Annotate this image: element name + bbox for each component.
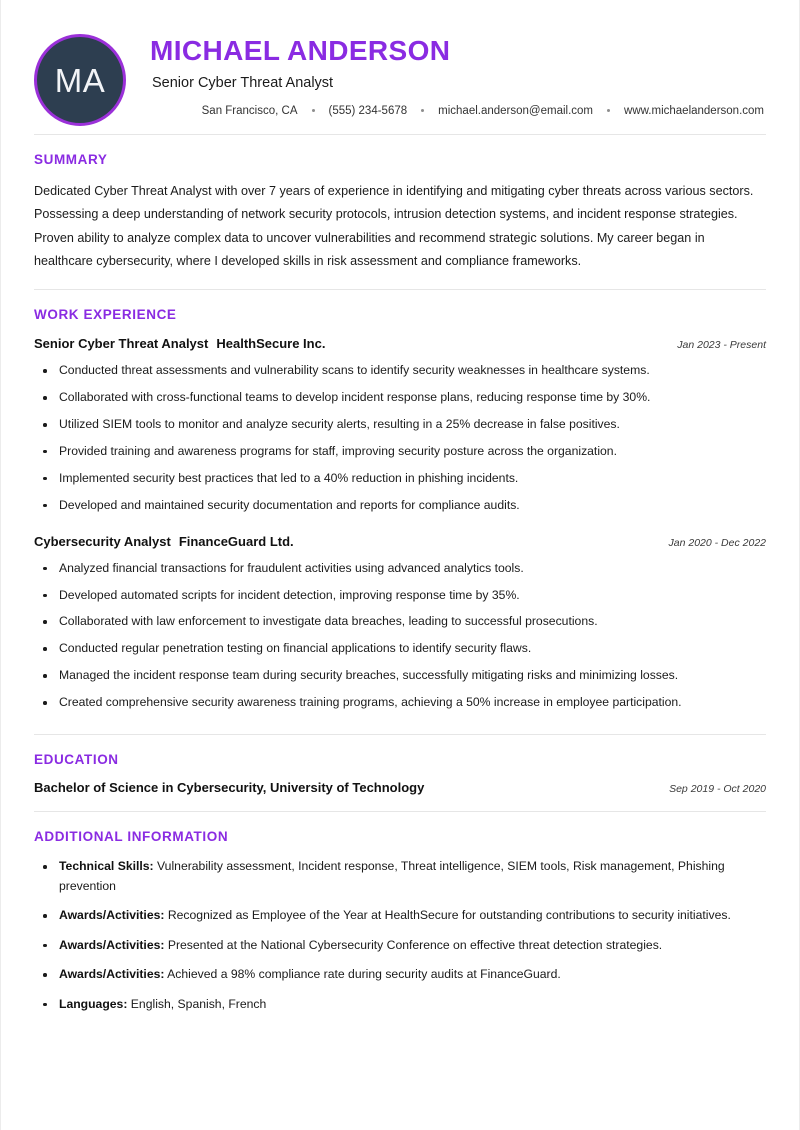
resume-header [34,0,766,134]
info-label: Awards/Activities: [59,967,165,982]
list-item: Implemented security best practices that led to a 40% reduction in phishing incidents. [34,469,766,488]
page-title: MICHAEL ANDERSON [150,35,451,66]
info-value: Achieved a 98% compliance rate during security audits at FinanceGuard. [167,967,561,982]
section-additional-information [34,812,766,1030]
list-item: Collaborated with law enforcement to investigate data breaches, leading to successful prosecutions. [34,612,766,631]
list-item: Created comprehensive security awareness training programs, achieving a 50% increase in employee participation. [34,693,766,712]
section-title-work-experience: WORK EXPERIENCE [34,307,177,323]
separator-dot-icon [312,109,315,112]
job-dates: Jan 2020 - Dec 2022 [668,536,766,549]
section-education [34,735,766,811]
info-value: Presented at the National Cybersecurity Conference on effective threat detection strategies. [167,937,663,952]
job-title-company [34,335,325,353]
list-item: Provided training and awareness programs for staff, improving security posture across the organization. [34,442,766,461]
section-title-education: EDUCATION [34,752,119,768]
work-experience-entry [34,335,766,514]
section-title-summary: SUMMARY [34,152,108,167]
info-label: Awards/Activities: [59,908,165,923]
list-item [34,857,766,896]
list-item: Conducted threat assessments and vulnerability scans to identify security weaknesses in healthcare systems. [34,361,766,380]
list-item [34,965,766,985]
headline-job-title: Senior Cyber Threat Analyst [152,74,334,91]
education-entry [34,780,766,795]
section-summary [34,135,766,289]
job-company: HealthSecure Inc. [216,336,326,352]
job-title-company [34,533,294,551]
contact-location: San Francisco, CA [201,104,298,117]
work-experience-entry [34,533,766,712]
list-item: Conducted regular penetration testing on financial applications to identify security flaws. [34,639,766,658]
list-item: Developed and maintained security documentation and reports for compliance audits. [34,496,766,515]
list-item: Managed the incident response team during security breaches, successfully mitigating risks and minimizing losses. [34,666,766,685]
list-item: Analyzed financial transactions for fraudulent activities using advanced analytics tools. [34,559,766,578]
job-header-row [34,335,766,353]
contact-email[interactable]: michael.anderson@email.com [438,104,594,117]
list-item: Developed automated scripts for incident detection, improving response time by 35%. [34,586,766,605]
list-item: Collaborated with cross-functional teams to develop incident response plans, reducing response time by 30%. [34,388,766,407]
job-company: FinanceGuard Ltd. [178,533,294,549]
education-dates: Sep 2019 - Oct 2020 [669,783,766,796]
separator-dot-icon [421,109,424,112]
info-label: Awards/Activities: [59,937,165,952]
job-role: Senior Cyber Threat Analyst [34,336,209,352]
info-value: Vulnerability assessment, Incident response, Threat intelligence, SIEM tools, Risk management, Phishing prevention [59,859,725,893]
summary-text: Dedicated Cyber Threat Analyst with over 7 years of experience in identifying and mitigating cyber threats across various sectors. Possessing a deep understanding of network security protocols, intrusion detection systems, and incident response strategies. Proven ability to analyze complex data to uncover vulnerabilities and recommend strategic solutions. My career began in healthcare cybersecurity, where I developed skills in risk assessment and compliance frameworks. [34,184,754,268]
job-role: Cybersecurity Analyst [34,533,171,549]
avatar [34,34,126,126]
list-item: Utilized SIEM tools to monitor and analyze security alerts, resulting in a 25% decrease in false positives. [34,415,766,434]
job-bullet-list [34,559,766,712]
contact-phone[interactable]: (555) 234-5678 [328,104,408,117]
header-text-block [126,30,766,117]
education-degree: Bachelor of Science in Cybersecurity, University of Technology [34,780,425,796]
contact-line [150,105,766,117]
additional-info-list [34,857,766,1014]
job-dates: Jan 2023 - Present [677,339,766,352]
list-item [34,995,766,1015]
info-label: Technical Skills: [59,859,154,874]
section-work-experience [34,290,766,734]
avatar-initials: MA [54,61,106,99]
list-item [34,936,766,956]
info-label: Languages: [59,996,128,1011]
separator-dot-icon [607,109,610,112]
job-bullet-list [34,361,766,514]
list-item [34,906,766,926]
section-title-additional-information: ADDITIONAL INFORMATION [34,829,229,845]
job-header-row [34,533,766,551]
info-value: Recognized as Employee of the Year at HealthSecure for outstanding contributions to security initiatives. [167,908,731,923]
contact-website[interactable]: www.michaelanderson.com [624,104,764,117]
info-value: English, Spanish, French [130,996,267,1011]
